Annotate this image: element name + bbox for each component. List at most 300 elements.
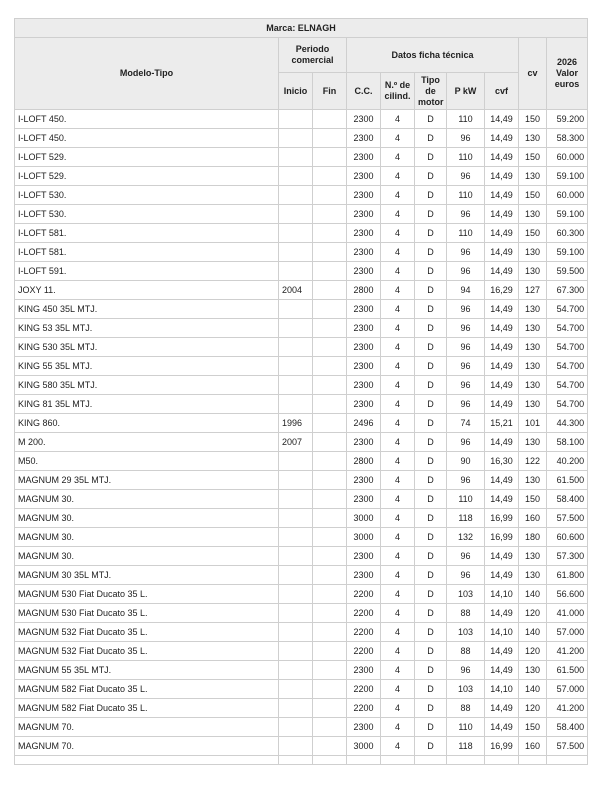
- cell-cc: 2200: [347, 623, 381, 642]
- cell-fin: [313, 490, 347, 509]
- cell-cil: 4: [381, 528, 415, 547]
- cell-cil: 4: [381, 509, 415, 528]
- cell-cc: 2800: [347, 281, 381, 300]
- cell-tipo: D: [415, 452, 447, 471]
- cell-cc: 2300: [347, 376, 381, 395]
- table-row: [15, 319, 588, 338]
- header-fin: Fin: [313, 73, 347, 110]
- cell-pkw: 103: [447, 623, 485, 642]
- cell-pkw: 118: [447, 737, 485, 756]
- cell-fin: [313, 300, 347, 319]
- cell-cvf: 14,49: [485, 319, 519, 338]
- cell-cil: 4: [381, 623, 415, 642]
- cell-inicio: [279, 623, 313, 642]
- table-row: [15, 490, 588, 509]
- cell-cc: 2300: [347, 319, 381, 338]
- cell-fin: [313, 186, 347, 205]
- cell-inicio: [279, 680, 313, 699]
- cell-cil: 4: [381, 699, 415, 718]
- cell-valor: 58.400: [547, 490, 588, 509]
- table-row: [15, 338, 588, 357]
- cell-cvf: 14,49: [485, 167, 519, 186]
- cell-tipo: D: [415, 642, 447, 661]
- table-body: [15, 110, 588, 765]
- cell-pkw: 96: [447, 262, 485, 281]
- cell-cil: 4: [381, 566, 415, 585]
- table-row: [15, 566, 588, 585]
- cell-cvf: 14,49: [485, 243, 519, 262]
- cell-fin: [313, 414, 347, 433]
- cell-cil: 4: [381, 490, 415, 509]
- cell-fin: [313, 547, 347, 566]
- cell-pkw: 96: [447, 547, 485, 566]
- cell-inicio: [279, 604, 313, 623]
- cell-modelo: MAGNUM 70.: [15, 737, 279, 756]
- cell-pkw: 118: [447, 509, 485, 528]
- cell-modelo: MAGNUM 55 35L MTJ.: [15, 661, 279, 680]
- cell-cvf: 14,49: [485, 699, 519, 718]
- cell-valor: 44.300: [547, 414, 588, 433]
- cell-cil: 4: [381, 110, 415, 129]
- cell-inicio: [279, 205, 313, 224]
- cell-cc: 2300: [347, 300, 381, 319]
- cell-cc: 3000: [347, 509, 381, 528]
- cell-inicio: [279, 509, 313, 528]
- cell-tipo: D: [415, 528, 447, 547]
- cell-pkw: 88: [447, 642, 485, 661]
- cell-valor: 41.000: [547, 604, 588, 623]
- cell-valor: 41.200: [547, 699, 588, 718]
- cell-tipo: D: [415, 281, 447, 300]
- cell-cil: 4: [381, 737, 415, 756]
- cell-modelo: MAGNUM 532 Fiat Ducato 35 L.: [15, 623, 279, 642]
- cell-modelo: MAGNUM 530 Fiat Ducato 35 L.: [15, 585, 279, 604]
- cell-cvf: 14,49: [485, 490, 519, 509]
- cell-modelo: I-LOFT 581.: [15, 224, 279, 243]
- cell-fin: [313, 661, 347, 680]
- cell-cil: 4: [381, 357, 415, 376]
- cell-cvf: 14,10: [485, 585, 519, 604]
- cell-modelo: MAGNUM 30.: [15, 528, 279, 547]
- cell-cv: 130: [519, 471, 547, 490]
- table-row: [15, 395, 588, 414]
- cell-fin: [313, 262, 347, 281]
- cell-valor: 56.600: [547, 585, 588, 604]
- cell-cvf: 16,30: [485, 452, 519, 471]
- cell-cil: 4: [381, 642, 415, 661]
- cell-cv: 150: [519, 148, 547, 167]
- cell-pkw: 96: [447, 319, 485, 338]
- cell-cil: 4: [381, 338, 415, 357]
- cell-cil: 4: [381, 243, 415, 262]
- cell-cvf: 14,10: [485, 623, 519, 642]
- cell-pkw: 96: [447, 167, 485, 186]
- cell-valor: 57.500: [547, 737, 588, 756]
- table-row: [15, 452, 588, 471]
- cell-valor: 58.300: [547, 129, 588, 148]
- table-row: [15, 281, 588, 300]
- cell-valor: 57.300: [547, 547, 588, 566]
- table-row: [15, 414, 588, 433]
- cell-valor: 57.000: [547, 680, 588, 699]
- cell-cv: 180: [519, 528, 547, 547]
- cell-cc: 2300: [347, 262, 381, 281]
- cell-inicio: 2007: [279, 433, 313, 452]
- cell-cil: 4: [381, 661, 415, 680]
- cell-empty: [485, 756, 519, 765]
- cell-inicio: [279, 718, 313, 737]
- cell-inicio: [279, 243, 313, 262]
- cell-modelo: MAGNUM 530 Fiat Ducato 35 L.: [15, 604, 279, 623]
- cell-tipo: D: [415, 319, 447, 338]
- cell-cvf: 14,49: [485, 642, 519, 661]
- cell-tipo: D: [415, 395, 447, 414]
- cell-cc: 2200: [347, 680, 381, 699]
- cell-cc: 2300: [347, 205, 381, 224]
- cell-pkw: 96: [447, 205, 485, 224]
- cell-modelo: KING 860.: [15, 414, 279, 433]
- cell-valor: 57.000: [547, 623, 588, 642]
- price-table: [14, 18, 588, 765]
- table-row: [15, 642, 588, 661]
- cell-tipo: D: [415, 433, 447, 452]
- table-row-partial: [15, 756, 588, 765]
- cell-tipo: D: [415, 357, 447, 376]
- cell-tipo: D: [415, 167, 447, 186]
- cell-pkw: 96: [447, 243, 485, 262]
- table-row: [15, 718, 588, 737]
- cell-valor: 60.000: [547, 148, 588, 167]
- cell-fin: [313, 737, 347, 756]
- cell-pkw: 96: [447, 300, 485, 319]
- cell-pkw: 110: [447, 186, 485, 205]
- cell-cvf: 14,49: [485, 357, 519, 376]
- header-cv: cv: [519, 38, 547, 110]
- cell-cc: 2300: [347, 357, 381, 376]
- cell-cv: 130: [519, 319, 547, 338]
- cell-cc: 2300: [347, 167, 381, 186]
- cell-cc: 2300: [347, 129, 381, 148]
- cell-valor: 41.200: [547, 642, 588, 661]
- cell-modelo: KING 530 35L MTJ.: [15, 338, 279, 357]
- cell-cv: 122: [519, 452, 547, 471]
- cell-cc: 2300: [347, 661, 381, 680]
- cell-modelo: KING 580 35L MTJ.: [15, 376, 279, 395]
- cell-pkw: 88: [447, 699, 485, 718]
- table-row: [15, 623, 588, 642]
- cell-cil: 4: [381, 262, 415, 281]
- cell-valor: 54.700: [547, 319, 588, 338]
- cell-cil: 4: [381, 376, 415, 395]
- cell-modelo: MAGNUM 29 35L MTJ.: [15, 471, 279, 490]
- cell-inicio: [279, 642, 313, 661]
- table-row: [15, 243, 588, 262]
- cell-cv: 130: [519, 129, 547, 148]
- cell-modelo: I-LOFT 530.: [15, 186, 279, 205]
- cell-modelo: MAGNUM 30.: [15, 509, 279, 528]
- cell-cvf: 14,49: [485, 547, 519, 566]
- cell-fin: [313, 718, 347, 737]
- cell-cvf: 16,99: [485, 737, 519, 756]
- cell-tipo: D: [415, 243, 447, 262]
- cell-tipo: D: [415, 509, 447, 528]
- cell-valor: 58.100: [547, 433, 588, 452]
- cell-fin: [313, 129, 347, 148]
- cell-pkw: 110: [447, 224, 485, 243]
- cell-tipo: D: [415, 338, 447, 357]
- cell-fin: [313, 452, 347, 471]
- table-row: [15, 186, 588, 205]
- cell-modelo: I-LOFT 581.: [15, 243, 279, 262]
- cell-tipo: D: [415, 737, 447, 756]
- cell-fin: [313, 471, 347, 490]
- cell-cvf: 14,49: [485, 186, 519, 205]
- cell-empty: [381, 756, 415, 765]
- table-row: [15, 433, 588, 452]
- cell-fin: [313, 642, 347, 661]
- cell-valor: 54.700: [547, 376, 588, 395]
- cell-cc: 2200: [347, 585, 381, 604]
- header-pkw: P kW: [447, 73, 485, 110]
- cell-tipo: D: [415, 376, 447, 395]
- cell-cvf: 14,49: [485, 661, 519, 680]
- cell-cv: 130: [519, 376, 547, 395]
- cell-cc: 2300: [347, 148, 381, 167]
- table-row: [15, 528, 588, 547]
- cell-pkw: 94: [447, 281, 485, 300]
- cell-cil: 4: [381, 186, 415, 205]
- cell-tipo: D: [415, 471, 447, 490]
- cell-tipo: D: [415, 110, 447, 129]
- cell-empty: [415, 756, 447, 765]
- cell-valor: 54.700: [547, 395, 588, 414]
- cell-cv: 140: [519, 680, 547, 699]
- cell-pkw: 96: [447, 471, 485, 490]
- cell-cv: 150: [519, 490, 547, 509]
- cell-modelo: MAGNUM 30 35L MTJ.: [15, 566, 279, 585]
- table-row: [15, 110, 588, 129]
- cell-cv: 150: [519, 186, 547, 205]
- cell-valor: 60.600: [547, 528, 588, 547]
- cell-modelo: MAGNUM 532 Fiat Ducato 35 L.: [15, 642, 279, 661]
- cell-inicio: [279, 224, 313, 243]
- cell-inicio: [279, 319, 313, 338]
- header-cvf: cvf: [485, 73, 519, 110]
- cell-cv: 130: [519, 547, 547, 566]
- cell-inicio: [279, 528, 313, 547]
- cell-fin: [313, 167, 347, 186]
- cell-pkw: 96: [447, 129, 485, 148]
- cell-cv: 130: [519, 566, 547, 585]
- cell-inicio: [279, 300, 313, 319]
- cell-fin: [313, 281, 347, 300]
- cell-valor: 59.100: [547, 243, 588, 262]
- table-row: [15, 471, 588, 490]
- cell-cc: 2300: [347, 547, 381, 566]
- cell-cil: 4: [381, 414, 415, 433]
- cell-valor: 57.500: [547, 509, 588, 528]
- header-modelo: Modelo-Tipo: [15, 38, 279, 110]
- cell-inicio: [279, 129, 313, 148]
- cell-cv: 120: [519, 699, 547, 718]
- cell-tipo: D: [415, 718, 447, 737]
- cell-cvf: 16,99: [485, 509, 519, 528]
- cell-cvf: 14,49: [485, 718, 519, 737]
- cell-cvf: 14,49: [485, 376, 519, 395]
- cell-modelo: KING 55 35L MTJ.: [15, 357, 279, 376]
- table-row: [15, 737, 588, 756]
- cell-tipo: D: [415, 129, 447, 148]
- cell-fin: [313, 433, 347, 452]
- cell-valor: 59.200: [547, 110, 588, 129]
- cell-pkw: 96: [447, 661, 485, 680]
- cell-cc: 2496: [347, 414, 381, 433]
- cell-pkw: 96: [447, 395, 485, 414]
- cell-modelo: I-LOFT 450.: [15, 129, 279, 148]
- cell-tipo: D: [415, 262, 447, 281]
- cell-cil: 4: [381, 300, 415, 319]
- table-row: [15, 376, 588, 395]
- cell-tipo: D: [415, 205, 447, 224]
- cell-cv: 130: [519, 167, 547, 186]
- cell-valor: 58.400: [547, 718, 588, 737]
- cell-cvf: 14,49: [485, 566, 519, 585]
- cell-fin: [313, 376, 347, 395]
- cell-cv: 150: [519, 224, 547, 243]
- cell-cc: 3000: [347, 528, 381, 547]
- cell-cc: 2800: [347, 452, 381, 471]
- cell-cil: 4: [381, 319, 415, 338]
- cell-cv: 150: [519, 718, 547, 737]
- cell-pkw: 96: [447, 357, 485, 376]
- cell-empty: [547, 756, 588, 765]
- cell-cvf: 14,49: [485, 262, 519, 281]
- cell-modelo: MAGNUM 70.: [15, 718, 279, 737]
- cell-cc: 2200: [347, 699, 381, 718]
- cell-fin: [313, 509, 347, 528]
- cell-valor: 60.000: [547, 186, 588, 205]
- cell-cvf: 14,49: [485, 395, 519, 414]
- cell-empty: [347, 756, 381, 765]
- cell-cc: 2300: [347, 718, 381, 737]
- cell-modelo: JOXY 11.: [15, 281, 279, 300]
- cell-inicio: [279, 167, 313, 186]
- cell-modelo: I-LOFT 450.: [15, 110, 279, 129]
- table-row: [15, 547, 588, 566]
- cell-cv: 150: [519, 110, 547, 129]
- table-row: [15, 509, 588, 528]
- cell-fin: [313, 224, 347, 243]
- cell-inicio: [279, 395, 313, 414]
- cell-pkw: 90: [447, 452, 485, 471]
- cell-pkw: 110: [447, 718, 485, 737]
- cell-cil: 4: [381, 224, 415, 243]
- cell-valor: 59.500: [547, 262, 588, 281]
- table-row: [15, 604, 588, 623]
- cell-inicio: [279, 357, 313, 376]
- table-row: [15, 300, 588, 319]
- cell-tipo: D: [415, 186, 447, 205]
- cell-cc: 2300: [347, 490, 381, 509]
- cell-inicio: 2004: [279, 281, 313, 300]
- cell-cc: 2300: [347, 110, 381, 129]
- header-inicio: Inicio: [279, 73, 313, 110]
- table-row: [15, 357, 588, 376]
- cell-pkw: 96: [447, 338, 485, 357]
- cell-modelo: KING 450 35L MTJ.: [15, 300, 279, 319]
- cell-cv: 127: [519, 281, 547, 300]
- cell-fin: [313, 585, 347, 604]
- cell-modelo: I-LOFT 529.: [15, 148, 279, 167]
- cell-cil: 4: [381, 167, 415, 186]
- cell-fin: [313, 566, 347, 585]
- cell-cv: 130: [519, 338, 547, 357]
- table-row: [15, 661, 588, 680]
- cell-tipo: D: [415, 680, 447, 699]
- cell-pkw: 88: [447, 604, 485, 623]
- cell-fin: [313, 205, 347, 224]
- cell-modelo: MAGNUM 582 Fiat Ducato 35 L.: [15, 699, 279, 718]
- cell-empty: [519, 756, 547, 765]
- cell-tipo: D: [415, 300, 447, 319]
- cell-cvf: 14,49: [485, 604, 519, 623]
- cell-tipo: D: [415, 699, 447, 718]
- cell-inicio: [279, 566, 313, 585]
- cell-cc: 3000: [347, 737, 381, 756]
- header-periodo: Periodo comercial: [279, 38, 347, 73]
- cell-empty: [313, 756, 347, 765]
- cell-inicio: [279, 376, 313, 395]
- cell-cv: 140: [519, 585, 547, 604]
- cell-modelo: MAGNUM 30.: [15, 490, 279, 509]
- cell-cil: 4: [381, 452, 415, 471]
- cell-cil: 4: [381, 433, 415, 452]
- cell-inicio: [279, 186, 313, 205]
- cell-valor: 61.800: [547, 566, 588, 585]
- header-cc: C.C.: [347, 73, 381, 110]
- cell-tipo: D: [415, 490, 447, 509]
- cell-modelo: M 200.: [15, 433, 279, 452]
- cell-valor: 67.300: [547, 281, 588, 300]
- cell-valor: 40.200: [547, 452, 588, 471]
- cell-pkw: 110: [447, 148, 485, 167]
- cell-inicio: [279, 547, 313, 566]
- cell-cil: 4: [381, 129, 415, 148]
- header-cilind: N.º de cilind.: [381, 73, 415, 110]
- cell-cil: 4: [381, 205, 415, 224]
- cell-cv: 160: [519, 737, 547, 756]
- cell-cil: 4: [381, 281, 415, 300]
- cell-tipo: D: [415, 148, 447, 167]
- cell-cc: 2300: [347, 433, 381, 452]
- cell-fin: [313, 699, 347, 718]
- cell-cc: 2300: [347, 471, 381, 490]
- cell-cv: 160: [519, 509, 547, 528]
- cell-fin: [313, 243, 347, 262]
- cell-empty: [447, 756, 485, 765]
- brand-header: Marca: ELNAGH: [15, 19, 588, 38]
- cell-cv: 101: [519, 414, 547, 433]
- cell-inicio: 1996: [279, 414, 313, 433]
- cell-cvf: 14,49: [485, 224, 519, 243]
- cell-modelo: I-LOFT 591.: [15, 262, 279, 281]
- cell-fin: [313, 357, 347, 376]
- cell-inicio: [279, 110, 313, 129]
- cell-fin: [313, 110, 347, 129]
- cell-cil: 4: [381, 547, 415, 566]
- cell-valor: 60.300: [547, 224, 588, 243]
- cell-pkw: 110: [447, 490, 485, 509]
